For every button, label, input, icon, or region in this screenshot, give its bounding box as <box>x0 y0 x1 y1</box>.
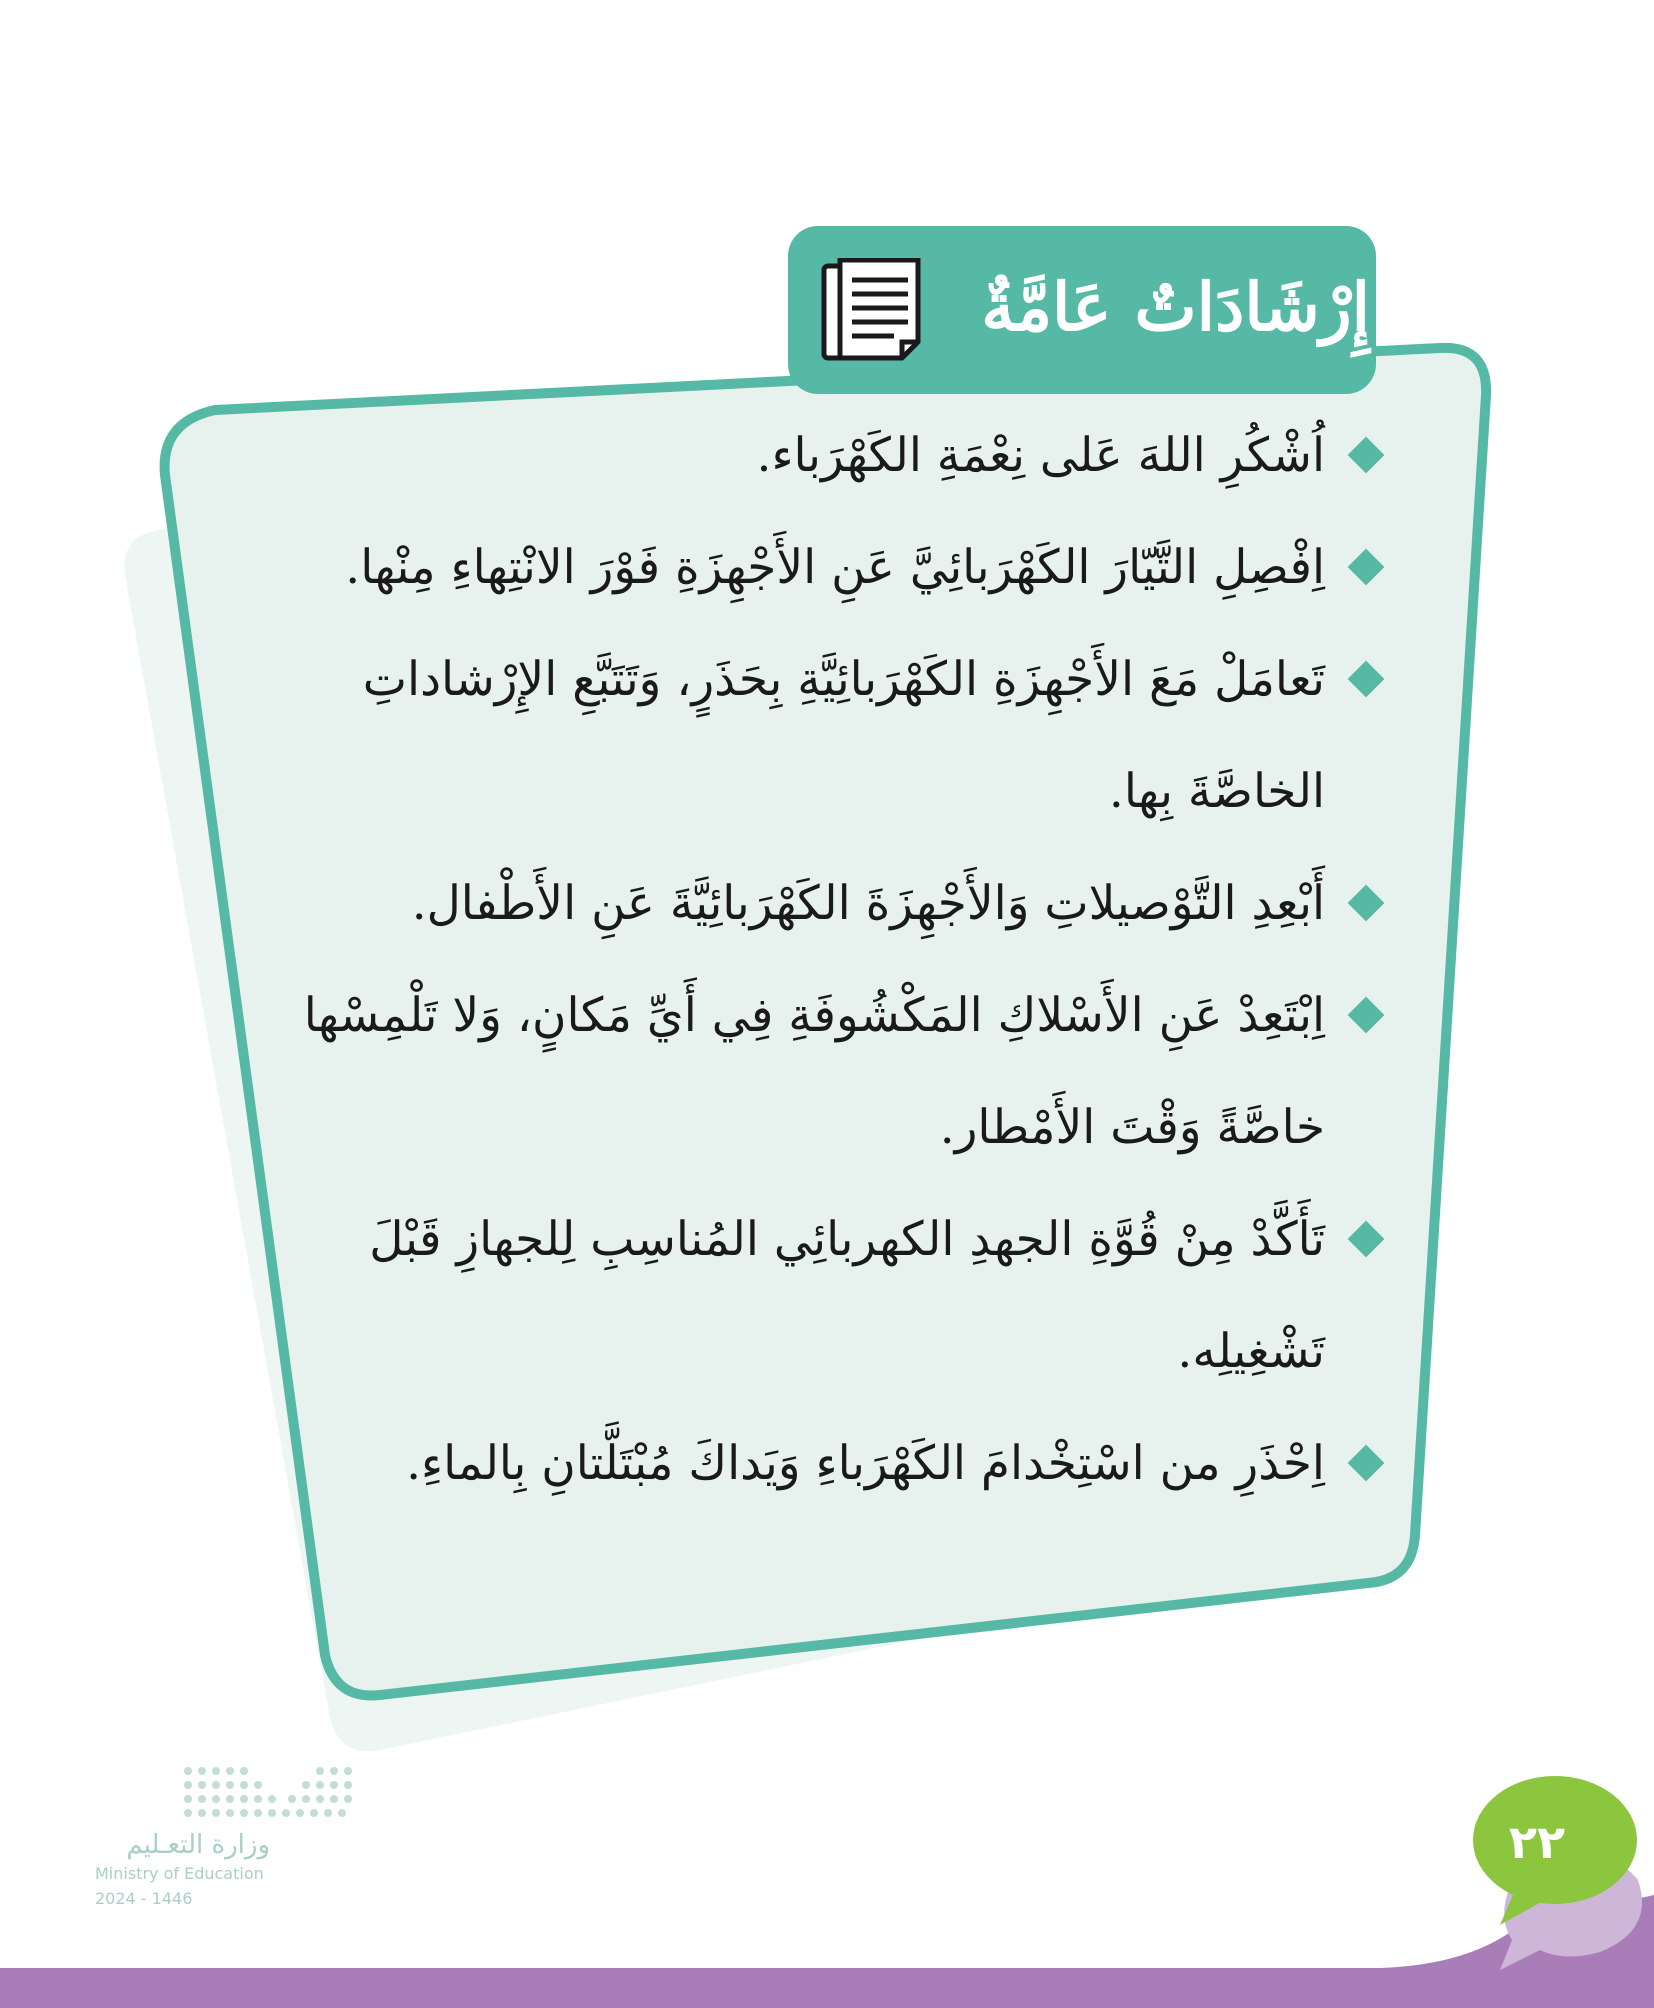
list-item <box>300 1184 1385 1408</box>
diamond-bullet-icon <box>1348 549 1385 586</box>
list-item <box>300 400 1385 512</box>
ministry-logo <box>95 1830 335 1908</box>
list-item <box>300 848 1385 960</box>
list-item <box>300 960 1385 1184</box>
ministry-name-arabic: وزارة التعـليم <box>126 1830 270 1860</box>
footer-band <box>0 1895 1654 2008</box>
ministry-logo-dots <box>184 1767 352 1817</box>
guideline-text: تَأَكَّدْ مِنْ قُوَّةِ الجهدِ الكهربائِي المُناسِبِ لِلجهازِ قَبْلَ تَشْغِيلِه. <box>369 1212 1325 1379</box>
diamond-bullet-icon <box>1348 997 1385 1034</box>
list-item <box>300 512 1385 624</box>
page-number: ٢٢ <box>1508 1815 1566 1869</box>
ministry-name-english: Ministry of Education <box>95 1864 264 1883</box>
guideline-text: اِبْتَعِدْ عَنِ الأَسْلاكِ المَكْشُوفَةِ فِي أَيِّ مَكانٍ، وَلا تَلْمِسْها خاصَّةً وَقْتَ الأَمْطار. <box>303 988 1325 1155</box>
diamond-bullet-icon <box>1348 1221 1385 1258</box>
diamond-bullet-icon <box>1348 885 1385 922</box>
diamond-bullet-icon <box>1348 661 1385 698</box>
list-item <box>300 624 1385 848</box>
guideline-text: اِحْذَرِ من اسْتِخْدامَ الكَهْرَباءِ وَيَداكَ مُبْتَلَّتانِ بِالماءِ. <box>406 1436 1325 1491</box>
diamond-bullet-icon <box>1348 437 1385 474</box>
guideline-text: تَعامَلْ مَعَ الأَجْهِزَةِ الكَهْرَبائِيَّةِ بِحَذَرٍ، وَتَتَبَّعِ الإِرْشاداتِ الخاصَّةَ بِها. <box>362 652 1325 819</box>
guideline-text: اُشْكُرِ اللهَ عَلى نِعْمَةِ الكَهْرَباء. <box>756 428 1325 483</box>
guideline-text: اِفْصِلِ التَّيّارَ الكَهْرَبائِيَّ عَنِ الأَجْهِزَةِ فَوْرَ الانْتِهاءِ مِنْها. <box>345 540 1325 595</box>
document-icon <box>818 258 930 368</box>
guidelines-list <box>300 400 1385 1520</box>
list-item <box>300 1408 1385 1520</box>
edition-year: 2024 - 1446 <box>95 1889 193 1908</box>
guideline-text: أَبْعِدِ التَّوْصيلاتِ وَالأَجْهِزَةَ الكَهْرَبائِيَّةَ عَنِ الأَطْفال. <box>411 876 1325 931</box>
page-title: إِرْشَادَاتٌ عَامَّةٌ <box>981 268 1370 346</box>
diamond-bullet-icon <box>1348 1445 1385 1482</box>
